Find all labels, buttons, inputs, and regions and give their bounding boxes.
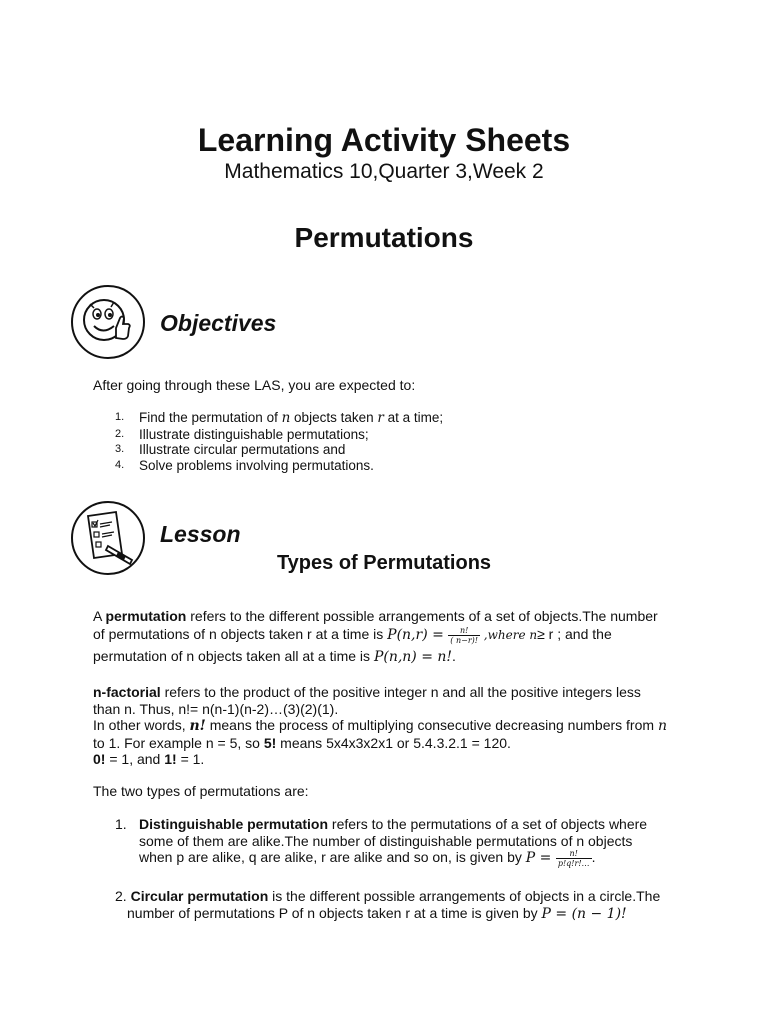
list-item: 3. Illustrate circular permutations and xyxy=(115,442,346,457)
objectives-intro: After going through these LAS, you are expected to: xyxy=(93,377,416,393)
list-item: 4. Solve problems involving permutations. xyxy=(115,457,374,473)
sheet-subtitle: Mathematics 10,Quarter 3,Week 2 xyxy=(224,160,544,183)
sheet-title: Learning Activity Sheets xyxy=(197,122,571,158)
list-item: 2. Illustrate distinguishable permutations; xyxy=(115,426,369,442)
factorial-definition: n-factorial refers to the product of the positive integer n and all the positive integers less than n. Thus, n!= n(n-1)(n-2)…(3)(2)(1). In other words, n! means the process of multiplying consecutive decreasing numbers from n to 1. For example n = 5, so 5! means 5x4x3x2x1 or 5.4.3.2.1 = 120. 0! = 1, and 1! = 1. xyxy=(93,684,667,767)
circular-permutation: 2. Circular permutation is the different possible arrangements of objects in a circle.The number of permutations P of n objects taken r at a time is given by P = (n − 1)! xyxy=(115,888,661,922)
objectives-list xyxy=(93,410,693,473)
objectives-heading: Objectives xyxy=(160,310,277,336)
permutation-definition: A permutation refers to the different possible arrangements of a set of objects.The number of permutations of n objects taken r at a time is P(n,r) = $\frac{n!}{( n-r)!}$ ,where n≥ r ; and the permutation of n objects taken all at a time is P(n,n) = n!. xyxy=(93,608,658,665)
topic-title: Permutations xyxy=(294,222,474,253)
fraction-formula: $\frac{n!}{( n-r)!}$ xyxy=(450,626,478,645)
types-intro: The two types of permutations are: xyxy=(93,783,309,799)
fraction-formula: $\frac{n!}{p!q!r!\dots}$ xyxy=(557,849,590,868)
lesson-heading: Lesson xyxy=(160,521,241,547)
list-item: 1. Find the permutation of n objects taken r at a time; xyxy=(115,410,444,426)
smiley-thumbs-up-icon xyxy=(68,282,148,362)
lesson-subheading: Types of Permutations xyxy=(276,552,492,574)
distinguishable-permutation: 1. Distinguishable permutation refers to the permutations of a set of objects where some of them are alike.The number of distinguishable permutations of n objects when p are alike, q are alike, r are alike and so on, is given by P = $\frac{n!}{p!q!r!\dots}$ . xyxy=(115,816,648,868)
